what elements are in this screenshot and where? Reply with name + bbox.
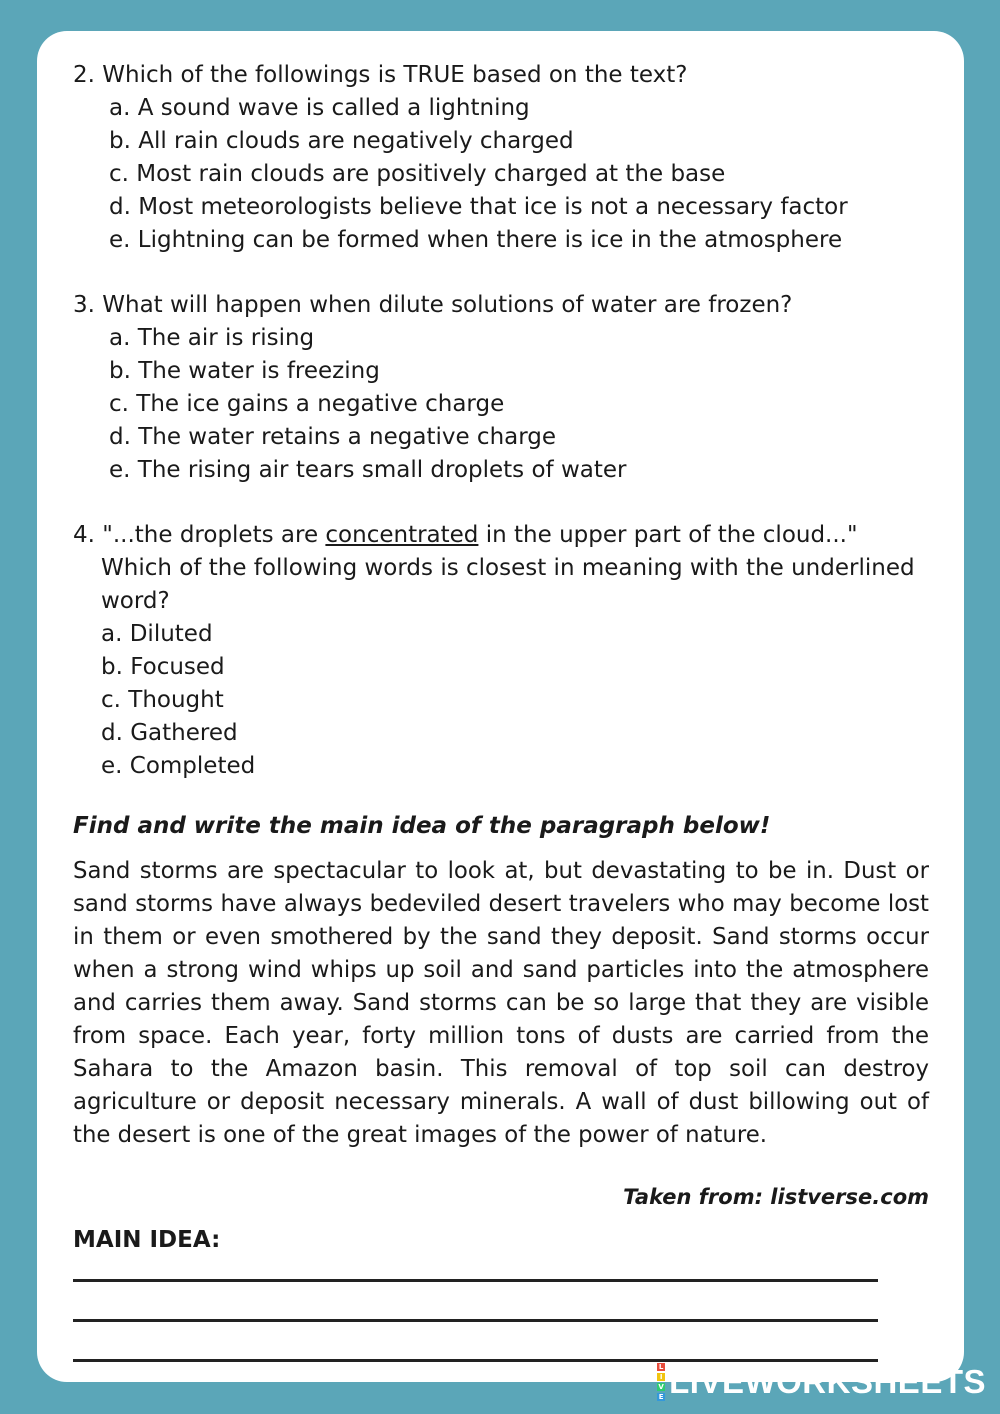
question-4-stem: Which of the following words is closest in meaning with the underlined word? xyxy=(101,555,915,614)
question-2-option-e[interactable]: e. Lightning can be formed when there is ice in the atmosphere xyxy=(109,227,843,253)
question-3-option-b[interactable]: b. The water is freezing xyxy=(109,358,380,384)
underlined-word: concentrated xyxy=(325,522,479,548)
question-2-option-d[interactable]: d. Most meteorologists believe that ice is not a necessary factor xyxy=(109,194,848,220)
question-4 xyxy=(73,519,929,783)
question-2-options xyxy=(73,92,929,257)
quote-prefix: 4. "...the droplets are xyxy=(73,522,326,548)
quote-suffix: in the upper part of the cloud..." xyxy=(478,522,858,548)
live-logo-icon xyxy=(657,1362,665,1402)
source-credit: Taken from: listverse.com xyxy=(623,1185,929,1209)
question-3-stem: 3. What will happen when dilute solutions of water are frozen? xyxy=(73,292,793,318)
question-3-option-e[interactable]: e. The rising air tears small droplets of water xyxy=(109,457,627,483)
logo-letter-l: L xyxy=(658,1363,664,1371)
question-4-option-b[interactable]: b. Focused xyxy=(101,654,225,680)
question-4-option-e[interactable]: e. Completed xyxy=(101,753,256,779)
question-4-option-c[interactable]: c. Thought xyxy=(101,687,224,713)
task-heading: Find and write the main idea of the paragraph below! xyxy=(73,813,771,839)
answer-line-2[interactable] xyxy=(73,1319,878,1322)
answer-line-1[interactable] xyxy=(73,1279,878,1282)
question-4-option-a[interactable]: a. Diluted xyxy=(101,621,213,647)
question-3-option-d[interactable]: d. The water retains a negative charge xyxy=(109,424,557,450)
question-4-option-d[interactable]: d. Gathered xyxy=(101,720,238,746)
worksheet-page xyxy=(37,31,964,1382)
question-2 xyxy=(73,59,929,257)
question-3-options xyxy=(73,322,929,487)
question-3 xyxy=(73,289,929,487)
question-4-quote xyxy=(73,519,929,552)
question-2-option-b[interactable]: b. All rain clouds are negatively charged xyxy=(109,128,574,154)
logo-letter-e: E xyxy=(658,1393,664,1401)
logo-letter-i: I xyxy=(657,1373,665,1381)
question-2-option-a[interactable]: a. A sound wave is called a lightning xyxy=(109,95,530,121)
reading-paragraph: Sand storms are spectacular to look at, but devastating to be in. Dust or sand storms have always bedeviled desert travelers who may become lost in them or even smothered by the sand they deposit. Sand storms occur when a strong wind whips up soil and sand particles into the atmosphere and carries them away. Sand storms can be so large that they are visible from space. Each year, forty million tons of dusts are carried from the Sahara to the Amazon basin. This removal of top soil can destroy agriculture or deposit necessary minerals. A wall of dust billowing out of the desert is one of the great images of the power of nature. xyxy=(73,858,929,1148)
main-idea-label: MAIN IDEA: xyxy=(73,1227,221,1253)
question-3-option-c[interactable]: c. The ice gains a negative charge xyxy=(109,391,505,417)
question-2-stem: 2. Which of the followings is TRUE based on the text? xyxy=(73,62,688,88)
logo-text: LIVEWORKSHEETS xyxy=(669,1363,986,1400)
liveworksheets-logo xyxy=(657,1362,986,1402)
logo-letter-v: V xyxy=(658,1383,664,1391)
question-4-options xyxy=(73,618,929,783)
question-3-option-a[interactable]: a. The air is rising xyxy=(109,325,315,351)
worksheet-content xyxy=(73,59,929,1362)
question-2-option-c[interactable]: c. Most rain clouds are positively charged at the base xyxy=(109,161,726,187)
